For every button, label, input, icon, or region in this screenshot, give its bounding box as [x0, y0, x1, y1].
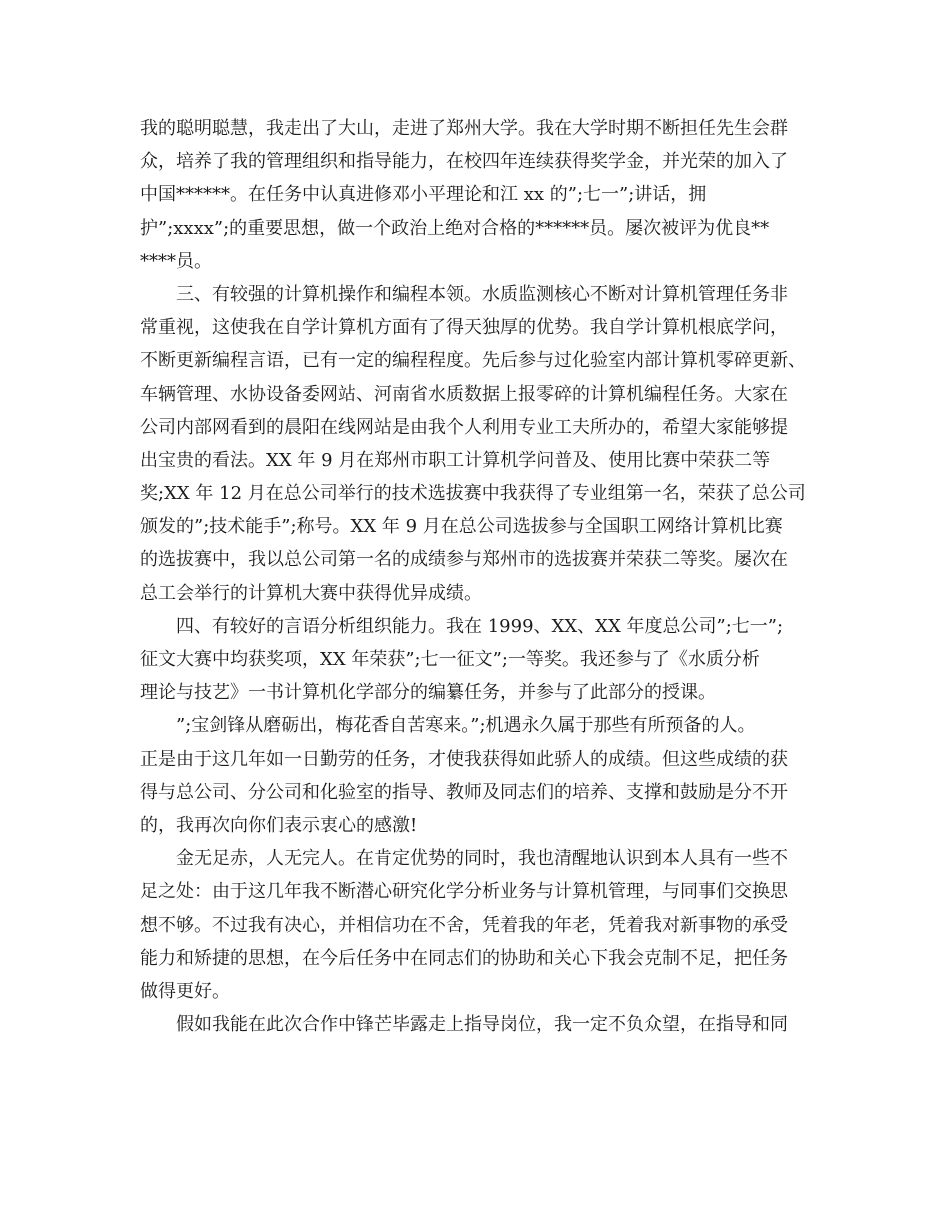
- text-line: 常重视，这使我在自学计算机方面有了得天独厚的优势。我自学计算机根底学问，: [140, 317, 788, 339]
- text-line: 总工会举行的计算机大赛中获得优异成绩。: [140, 582, 482, 604]
- text-line: 能力和矫捷的思想，在今后任务中在同志们的协助和关心下我会克制不足，把任务: [140, 947, 788, 969]
- text-line: 的选拔赛中，我以总公司第一名的成绩参与郑州市的选拔赛并荣获二等奖。屡次在: [140, 549, 788, 571]
- text-line: 想不够。不过我有决心，并相信功在不舍，凭着我的年老，凭着我对新事物的承受: [140, 914, 788, 936]
- text-line: 众，培养了我的管理组织和指导能力，在校四年连续获得奖学金，并光荣的加入了: [140, 151, 788, 173]
- text-line: 不断更新编程言语，已有一定的编程程度。先后参与过化验室内部计算机零碎更新、: [140, 350, 806, 372]
- text-line: 正是由于这几年如一日勤劳的任务，才使我获得如此骄人的成绩。但这些成绩的获: [140, 748, 788, 770]
- text-line: 中国******。在任务中认真进修邓小平理论和江 xx 的”;七一”;讲话，拥: [140, 184, 707, 206]
- text-line: 颁发的”;技术能手”;称号。XX 年 9 月在总公司选拔参与全国职工网络计算机比赛: [140, 516, 783, 538]
- text-line: 出宝贵的看法。XX 年 9 月在郑州市职工计算机学问普及、使用比赛中荣获二等: [140, 449, 771, 471]
- text-line: 征文大赛中均获奖项，XX 年荣获”;七一征文”;一等奖。我还参与了《水质分析: [140, 649, 760, 670]
- document-body: [140, 112, 815, 1041]
- text-line: 三、有较强的计算机操作和编程本领。水质监测核心不断对计算机管理任务非: [176, 283, 788, 305]
- text-line: 公司内部网看到的晨阳在线网站是由我个人利用专业工夫所办的，希望大家能够提: [140, 416, 788, 438]
- text-line: 足之处：由于这几年我不断潜心研究化学分析业务与计算机管理，与同事们交换思: [140, 881, 788, 903]
- text-line: ”;宝剑锋从磨砺出，梅花香自苦寒来。”;机遇永久属于那些有所预备的人。: [176, 715, 756, 737]
- text-line: ****员。: [140, 250, 212, 272]
- text-line: 得与总公司、分公司和化验室的指导、教师及同志们的培养、支撑和鼓励是分不开: [140, 781, 788, 803]
- text-line: 做得更好。: [140, 980, 230, 1002]
- text-line: 金无足赤，人无完人。在肯定优势的同时，我也清醒地认识到本人具有一些不: [176, 848, 788, 870]
- text-line: 假如我能在此次合作中锋芒毕露走上指导岗位，我一定不负众望，在指导和同: [176, 1014, 788, 1036]
- text-line: 的，我再次向你们表示衷心的感激!: [140, 814, 418, 836]
- text-line: 四、有较好的言语分析组织能力。我在 1999、XX、XX 年度总公司”;七一”;: [176, 615, 784, 637]
- text-line: 奖;XX 年 12 月在总公司举行的技术选拔赛中我获得了专业组第一名，荣获了总公司: [140, 483, 806, 505]
- text-line: 车辆管理、水协设备委网站、河南省水质数据上报零碎的计算机编程任务。大家在: [140, 383, 788, 405]
- text-line: 理论与技艺》一书计算机化学部分的编纂任务，并参与了此部分的授课。: [140, 682, 716, 704]
- text-line: 护”;xxxx”;的重要思想，做一个政治上绝对合格的******员。屡次被评为优良**: [140, 217, 770, 239]
- text-line: 我的聪明聪慧，我走出了大山，走进了郑州大学。我在大学时期不断担任先生会群: [140, 118, 788, 139]
